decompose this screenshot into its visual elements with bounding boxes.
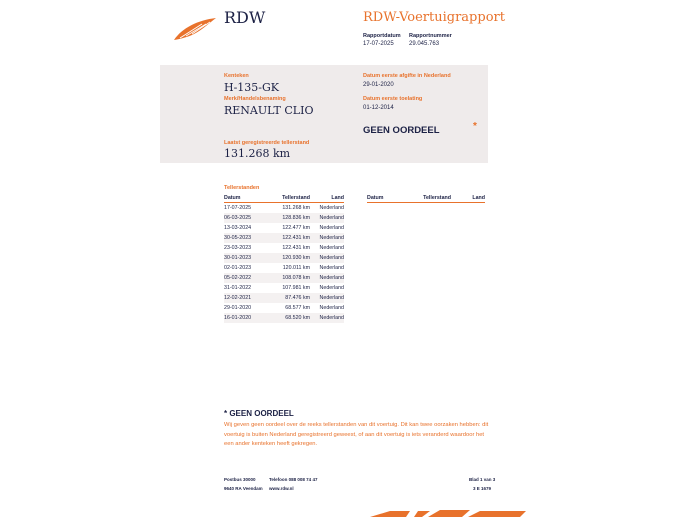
row-date: 12-02-2021 [224,293,272,303]
report-number: 29.045.763 [409,41,440,47]
table-row [224,313,344,323]
row-date: 05-02-2022 [224,273,272,283]
row-odometer: 120.930 km [272,253,310,263]
last-odometer-value: 131.268 km [224,147,291,160]
readings-title: Tellerstanden [224,185,260,191]
row-odometer: 87.476 km [272,293,310,303]
table-row [224,253,344,263]
table-row [224,293,344,303]
row-country: Nederland [319,305,344,311]
table-row [224,263,344,273]
row-country: Nederland [310,313,344,323]
row-country: Nederland [319,245,344,251]
brand-name: RDW [224,8,266,27]
row-odometer: 122.431 km [282,245,310,251]
row-country: Nederland [310,213,344,223]
row-country: Nederland [310,273,344,283]
row-odometer: 108.078 km [272,273,310,283]
col-tellerstand-right: Tellerstand [415,194,451,203]
col-land-right: Land [451,194,485,203]
row-odometer: 120.011 km [282,265,310,271]
model-value: RENAULT CLIO [224,104,314,117]
row-country: Nederland [319,285,344,291]
row-odometer: 68.577 km [285,305,310,311]
table-row [224,243,344,253]
model-label: Merk/Handelsbenaming [224,96,286,102]
row-date: 16-01-2020 [224,313,272,323]
readings-table-right [367,194,485,203]
row-date: 31-01-2022 [224,285,252,291]
footer-web[interactable]: www.rdw.nl [269,486,294,491]
footer-stripe-decoration [370,504,530,514]
footer-address-1: Postbus 30000 [224,477,256,482]
row-country: Nederland [310,233,344,243]
first-admit-value: 01-12-2014 [363,105,394,111]
row-date: 29-01-2020 [224,305,252,311]
row-odometer: 122.477 km [282,225,310,231]
readings-table-left [224,194,344,323]
first-nl-value: 29-01-2020 [363,82,394,88]
first-nl-label: Datum eerste afgifte in Nederland [363,73,451,79]
report-number-label: Rapportnummer [409,33,452,39]
row-date: 30-05-2023 [224,233,272,243]
row-odometer: 128.836 km [272,213,310,223]
report-date-label: Rapportdatum [363,33,401,39]
plate-label: Kenteken [224,73,249,79]
verdict-mark: * [473,121,477,132]
row-odometer: 107.981 km [282,285,310,291]
first-admit-label: Datum eerste toelating [363,96,423,102]
col-tellerstand: Tellerstand [272,194,310,203]
report-date: 17-07-2025 [363,41,394,47]
row-country: Nederland [319,265,344,271]
footer-page: Blad 1 van 3 [469,477,496,482]
table-row [224,273,344,283]
row-date: 30-01-2023 [224,253,272,263]
row-date: 06-03-2025 [224,213,272,223]
footer-phone: Telefoon 088 008 74 47 [269,477,318,482]
footnote-text: Wij geven geen oordeel over de reeks tellerstanden van dit voertuig. Dit kan twee oorzaken hebben: dit voertuig is buiten Nederland geregistreerd geweest, of aan dit voertuig is iets veranderd waardoor het een ander kenteken heeft gekregen. [224,422,489,447]
row-country: Nederland [319,205,344,211]
row-country: Nederland [319,225,344,231]
col-datum-right: Datum [367,194,415,203]
row-date: 13-03-2024 [224,225,252,231]
table-row [224,283,344,293]
row-odometer: 131.268 km [282,205,310,211]
col-datum: Datum [224,194,272,203]
footer-code: 3 E 1679 [473,486,492,491]
row-odometer: 122.431 km [272,233,310,243]
row-odometer: 68.520 km [272,313,310,323]
footnote-title: * GEEN OORDEEL [224,409,294,418]
row-country: Nederland [310,293,344,303]
rdw-logo-icon [172,16,218,42]
table-row [224,213,344,223]
row-country: Nederland [310,253,344,263]
col-land: Land [310,194,344,203]
table-row [224,233,344,243]
row-date: 02-01-2023 [224,265,252,271]
table-row [224,303,344,313]
row-date: 17-07-2025 [224,205,252,211]
footer-address-2: 9640 RA Veendam [224,486,263,491]
last-odometer-label: Laatst geregistreerde tellerstand [224,140,310,146]
row-date: 23-03-2023 [224,245,252,251]
report-title: RDW-Voertuigrapport [363,10,505,25]
table-row [224,203,344,214]
plate-value: H-135-GK [224,81,280,94]
verdict: GEEN OORDEEL [363,125,440,136]
table-row [224,223,344,233]
vehicle-panel [160,65,488,163]
